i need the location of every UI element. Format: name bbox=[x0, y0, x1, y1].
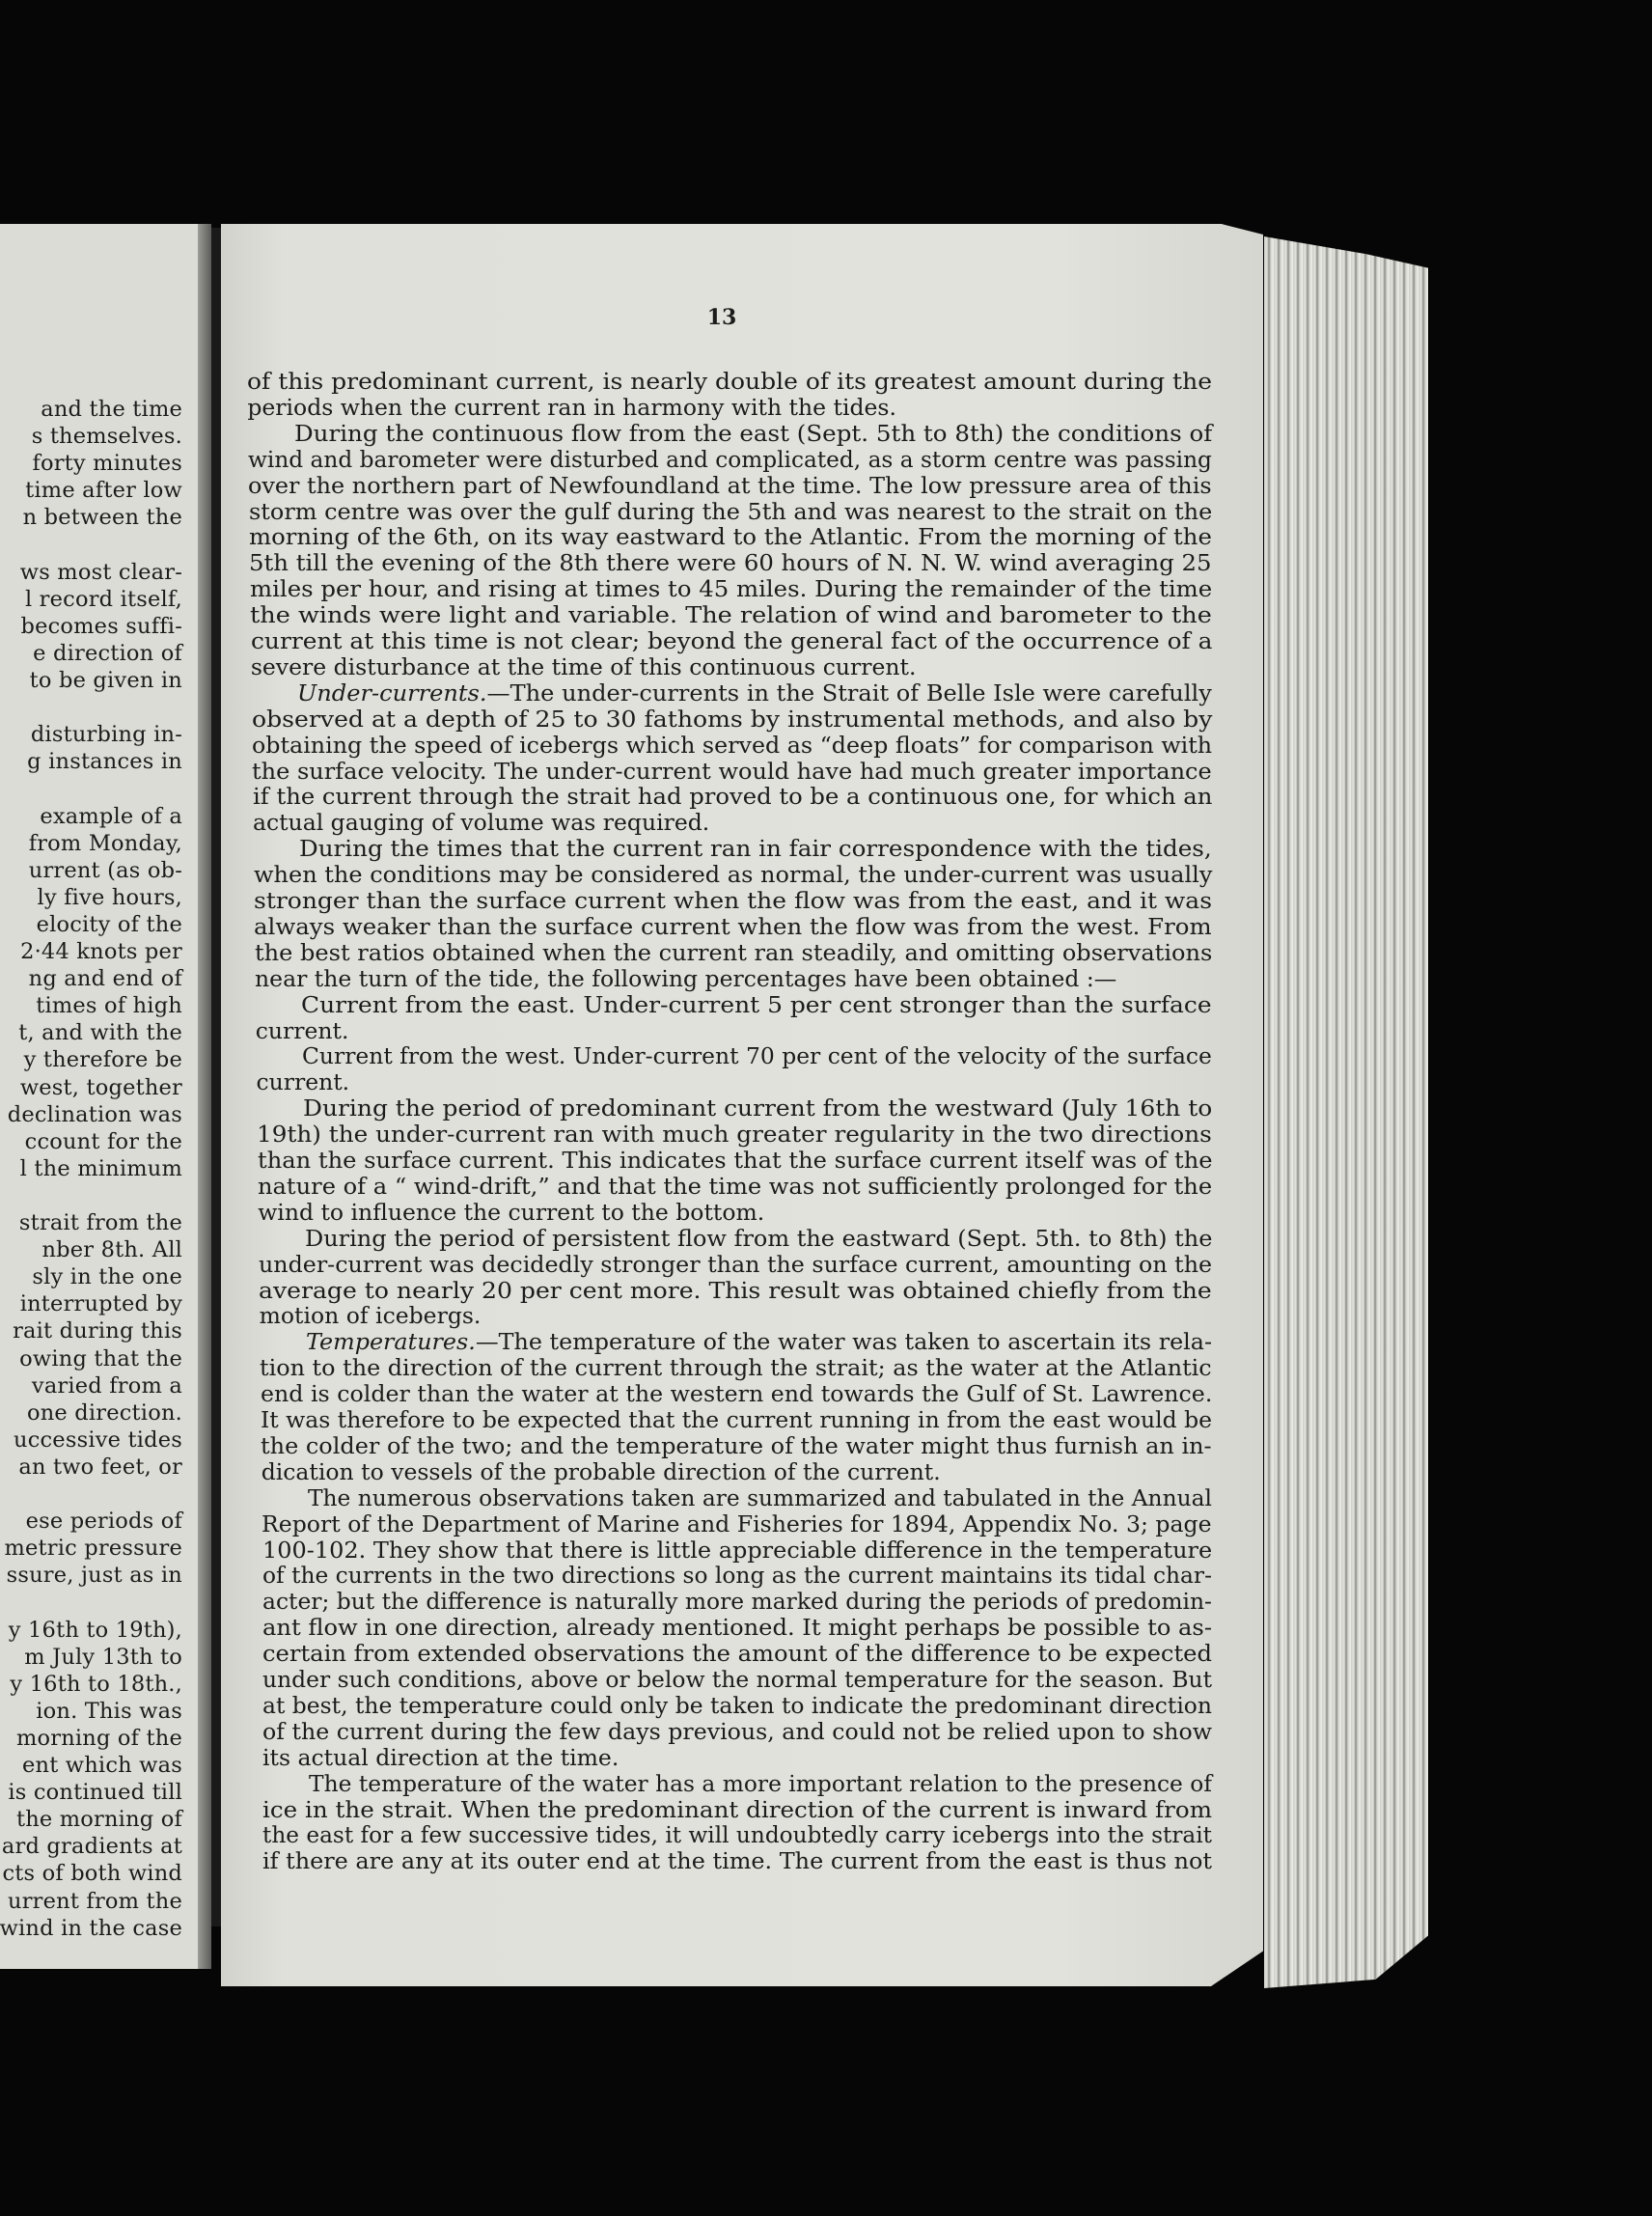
body-text-line: Current from the west. Under-current 70 per cent of the velocity of the surface bbox=[302, 1042, 1212, 1070]
body-text-line: if there are any at its outer end at the time. The current from the east is thus not bbox=[262, 1847, 1213, 1875]
body-text-line: the winds were light and variable. The relation of wind and barometer to the bbox=[250, 601, 1212, 629]
book-gutter-shadow bbox=[198, 224, 211, 1969]
left-page-line: is continued till bbox=[8, 1780, 182, 1806]
body-text-line: The numerous observations taken are summarized and tabulated in the Annual bbox=[308, 1483, 1212, 1511]
body-text-line: near the turn of the tide, the following percentages have been obtained :— bbox=[255, 964, 1117, 992]
body-text-line: certain from extended observations the amount of the difference to be expected bbox=[262, 1640, 1213, 1668]
body-text-line: over the northern part of Newfoundland at the time. The low pressure area of this bbox=[248, 471, 1213, 499]
left-page-line: wind in the case bbox=[0, 1915, 182, 1941]
body-text-line: dication to vessels of the probable direction of the current. bbox=[261, 1457, 941, 1485]
left-page-line: disturbing in- bbox=[30, 722, 182, 748]
left-page-line: an two feet, or bbox=[18, 1454, 182, 1480]
left-page-line: 2·44 knots per bbox=[20, 939, 182, 964]
left-page-line: y therefore be bbox=[23, 1047, 182, 1073]
left-page-line: interrupted by bbox=[19, 1291, 182, 1317]
body-text-line: under-current was decidedly stronger than the surface current, amounting on the bbox=[258, 1250, 1212, 1278]
left-page-line: varied from a bbox=[31, 1372, 182, 1399]
body-text-line: morning of the 6th, on its way eastward to the Atlantic. From the morning of the bbox=[249, 523, 1212, 551]
left-page-line: to be given in bbox=[29, 668, 182, 693]
left-page-line: ccount for the bbox=[24, 1128, 182, 1154]
left-page-line: ent which was bbox=[21, 1753, 182, 1778]
body-text-line: of the currents in the two directions so long as the current maintains its tidal char- bbox=[262, 1562, 1212, 1590]
left-facing-page bbox=[0, 224, 198, 1969]
left-page-line: ng and end of bbox=[28, 966, 182, 992]
left-page-line: forty minutes bbox=[32, 451, 182, 477]
body-text-line: end is colder than the water at the western end towards the Gulf of St. Lawrence. bbox=[260, 1380, 1213, 1408]
body-text-line: 100-102. They show that there is little appreciable difference in the temperature bbox=[262, 1536, 1212, 1564]
body-text-line: wind and barometer were disturbed and complicated, as a storm centre was passing bbox=[248, 445, 1212, 473]
left-page-line: the morning of bbox=[15, 1807, 182, 1833]
left-page-line: y 16th to 18th., bbox=[10, 1671, 182, 1697]
body-text-line: ant flow in one direction, already mentioned. It might perhaps be possible to as- bbox=[262, 1614, 1212, 1642]
body-text-line: storm centre was over the gulf during the 5th and was nearest to the strait on the bbox=[248, 497, 1213, 525]
body-text-line: During the period of predominant current from the westward (July 16th to bbox=[302, 1094, 1213, 1122]
body-text-line: if the current through the strait had proved to be a continuous one, for which an bbox=[252, 783, 1213, 811]
body-text-line: The temperature of the water has a more important relation to the presence of bbox=[309, 1769, 1212, 1797]
body-text-line: the east for a few successive tides, it will undoubtedly carry icebergs into the strait bbox=[262, 1821, 1212, 1849]
left-page-line: nber 8th. All bbox=[41, 1237, 182, 1263]
body-text-line: During the continuous flow from the east (Sept. 5th to 8th) the conditions of bbox=[293, 419, 1213, 447]
book-binding bbox=[211, 228, 221, 1926]
left-page-line: example of a bbox=[40, 803, 182, 829]
body-text-line: when the conditions may be considered as normal, the under-current was usually bbox=[253, 861, 1213, 889]
body-text-line: motion of icebergs. bbox=[259, 1302, 482, 1330]
body-text-line: Report of the Department of Marine and Fisheries for 1894, Appendix No. 3; page bbox=[262, 1510, 1212, 1537]
left-page-line: owing that the bbox=[19, 1345, 182, 1371]
left-page-line: g instances in bbox=[27, 749, 182, 775]
body-text-line: its actual direction at the time. bbox=[262, 1743, 620, 1771]
body-text-line: current at this time is not clear; beyond the general fact of the occurrence of a bbox=[250, 627, 1212, 654]
page-number: 13 bbox=[706, 305, 737, 330]
left-page-line: ard gradients at bbox=[1, 1834, 182, 1860]
body-text-line: at best, the temperature could only be taken to indicate the predominant direction bbox=[262, 1691, 1212, 1719]
body-text-line: nature of a “ wind-drift,” and that the time was not sufficiently prolonged for the bbox=[257, 1172, 1212, 1200]
body-text-line: It was therefore to be expected that the current running in from the east would be bbox=[261, 1406, 1213, 1433]
body-text-line: 19th) the under-current ran with much greater regularity in the two directions bbox=[257, 1121, 1212, 1149]
body-text-line: ice in the strait. When the predominant direction of the current is inward from bbox=[262, 1795, 1213, 1823]
left-page-line: times of high bbox=[36, 993, 182, 1019]
left-page-line: m July 13th to bbox=[24, 1644, 182, 1670]
left-page-line: ion. This was bbox=[36, 1698, 182, 1724]
left-page-line: elocity of the bbox=[36, 911, 182, 937]
body-text-line: 5th till the evening of the 8th there were 60 hours of N. N. W. wind averaging 25 bbox=[249, 549, 1212, 577]
body-text-line: current. bbox=[255, 1016, 349, 1044]
body-text-line: current. bbox=[256, 1068, 350, 1096]
left-page-line: morning of the bbox=[15, 1725, 182, 1751]
body-text-line: Temperatures.—The temperature of the water was taken to ascertain its rela- bbox=[305, 1328, 1212, 1356]
left-page-line: from Monday, bbox=[28, 830, 182, 856]
page-stack-edges bbox=[1264, 236, 1428, 1988]
body-text-line: average to nearly 20 per cent more. This result was obtained chiefly from the bbox=[259, 1276, 1213, 1304]
body-text-line: acter; but the difference is naturally more marked during the periods of predomin- bbox=[262, 1588, 1212, 1616]
body-text-line: than the surface current. This indicates that the surface current itself was of the bbox=[257, 1147, 1213, 1174]
left-page-line: ws most clear- bbox=[19, 559, 182, 585]
left-page-line: t, and with the bbox=[18, 1020, 182, 1046]
left-page-line: urrent (as ob- bbox=[28, 857, 182, 883]
left-page-line: becomes suffi- bbox=[20, 613, 182, 639]
left-page-line: n between the bbox=[22, 505, 182, 531]
left-page-line: urrent from the bbox=[8, 1888, 182, 1914]
left-page-line: west, together bbox=[19, 1074, 182, 1100]
left-page-line: cts of both wind bbox=[2, 1861, 182, 1887]
body-text-line: always weaker than the surface current when the flow was from the west. From bbox=[254, 912, 1212, 940]
body-text-line: stronger than the surface current when the flow was from the east, and it was bbox=[254, 887, 1213, 914]
body-text-line: severe disturbance at the time of this continuous current. bbox=[250, 652, 917, 680]
section-heading: Temperatures. bbox=[305, 1328, 476, 1356]
body-text-line: wind to influence the current to the bottom. bbox=[258, 1198, 765, 1226]
body-text-line: under such conditions, above or below the normal temperature for the season. But bbox=[262, 1666, 1212, 1693]
left-page-line: ssure, just as in bbox=[6, 1563, 182, 1589]
body-text-line: miles per hour, and rising at times to 45 miles. During the remainder of the time bbox=[249, 575, 1213, 603]
body-text-line: the best ratios obtained when the current ran steadily, and omitting observations bbox=[254, 938, 1212, 966]
left-page-line: strait from the bbox=[18, 1210, 182, 1235]
body-text-line: of this predominant current, is nearly double of its greatest amount during the bbox=[247, 368, 1212, 395]
body-text-line: observed at a depth of 25 to 30 fathoms by instrumental methods, and also by bbox=[251, 705, 1212, 733]
left-page-line: e direction of bbox=[33, 640, 182, 666]
body-text-line: obtaining the speed of icebergs which served as “deep floats” for comparison with bbox=[251, 731, 1212, 759]
left-page-line: ese periods of bbox=[25, 1509, 182, 1535]
left-page-line: y 16th to 19th), bbox=[8, 1617, 182, 1643]
left-page-line: l the minimum bbox=[19, 1155, 182, 1181]
left-page-line: ly five hours, bbox=[37, 884, 182, 910]
left-page-line: and the time bbox=[41, 397, 182, 422]
body-text-line: During the period of persistent flow from the eastward (Sept. 5th. to 8th) the bbox=[304, 1224, 1212, 1252]
left-page-line: sly in the one bbox=[32, 1264, 182, 1290]
body-text-line: actual gauging of volume was required. bbox=[252, 809, 710, 837]
body-text-line: During the times that the current ran in fair correspondence with the tides, bbox=[299, 835, 1213, 863]
body-text-line: the surface velocity. The under-current would have had much greater importance bbox=[252, 757, 1212, 785]
body-text-line: tion to the direction of the current through the strait; as the water at the Atlantic bbox=[260, 1354, 1212, 1382]
body-text-line: Current from the east. Under-current 5 per cent stronger than the surface bbox=[301, 990, 1213, 1018]
section-heading: Under-currents. bbox=[297, 679, 487, 706]
body-text-line: of the current during the few days previous, and could not be relied upon to show bbox=[262, 1717, 1212, 1745]
left-page-line: l record itself, bbox=[24, 586, 182, 612]
body-text-line: Under-currents.—The under-currents in the Strait of Belle Isle were carefully bbox=[297, 679, 1213, 706]
body-text-line: the colder of the two; and the temperature of the water might thus furnish an in- bbox=[261, 1431, 1213, 1459]
body-text-line: periods when the current ran in harmony with the tides. bbox=[247, 393, 896, 421]
left-page-line: uccessive tides bbox=[14, 1427, 182, 1453]
left-page-line: one direction. bbox=[26, 1399, 182, 1426]
left-page-line: rait during this bbox=[13, 1318, 182, 1344]
left-page-line: s themselves. bbox=[31, 424, 182, 450]
left-page-line: metric pressure bbox=[4, 1536, 182, 1562]
left-page-line: time after low bbox=[25, 478, 182, 504]
left-page-line: declination was bbox=[7, 1101, 182, 1127]
